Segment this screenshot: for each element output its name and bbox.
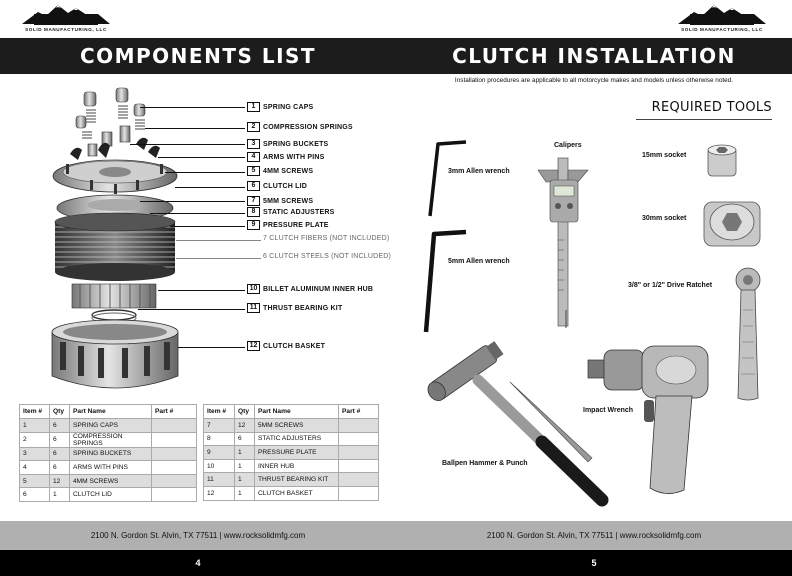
leader-line: [176, 240, 261, 241]
rock-logo: [676, 2, 768, 36]
table-cell: 12: [50, 474, 70, 488]
table-row: [204, 419, 379, 433]
address-bar: [396, 521, 792, 550]
table-row: [20, 419, 197, 433]
table-header: Qty: [50, 405, 70, 419]
table-cell: 1: [50, 488, 70, 502]
table-row: [204, 432, 379, 446]
label-text: CLUTCH LID: [263, 182, 307, 190]
page-title: CLUTCH INSTALLATION: [452, 44, 736, 68]
leader-line: [145, 128, 245, 129]
table-cell: [339, 446, 379, 460]
table-cell: [339, 459, 379, 473]
leader-line: [178, 347, 245, 348]
table-row: [204, 446, 379, 460]
address-bar: [0, 521, 396, 550]
table-header-row: [20, 405, 197, 419]
label-text: THRUST BEARING KIT: [263, 304, 343, 312]
label-spring-caps: [247, 102, 313, 112]
label-text: 6 CLUTCH STEELS (NOT INCLUDED): [263, 253, 392, 260]
leader-line: [158, 290, 245, 291]
page-number-bar: [396, 550, 792, 576]
leader-line: [150, 213, 245, 214]
table-cell: 6: [50, 447, 70, 461]
table-cell: 1: [235, 473, 255, 487]
table-row: [204, 473, 379, 487]
leader-line: [175, 187, 245, 188]
leader-line: [140, 201, 245, 202]
table-cell: 1: [235, 486, 255, 500]
label-5mm-screws: [247, 196, 313, 206]
mountain-logo-icon: [676, 2, 768, 26]
table-header: Item #: [20, 405, 50, 419]
table-cell: 10: [204, 459, 235, 473]
leader-line: [158, 157, 245, 158]
table-cell: PRESSURE PLATE: [255, 446, 339, 460]
table-cell: THRUST BEARING KIT: [255, 473, 339, 487]
tool-label-socket30: 30mm socket: [642, 215, 687, 222]
table-cell: [339, 486, 379, 500]
table-cell: 6: [20, 488, 50, 502]
table-cell: [339, 473, 379, 487]
table-header-row: [204, 405, 379, 419]
leader-line: [138, 309, 245, 310]
right-page: [396, 0, 792, 576]
title-bar: [396, 38, 792, 74]
table-row: [204, 459, 379, 473]
address-text: 2100 N. Gordon St. Alvin, TX 77511 | www.rocksolidmfg.com: [90, 531, 306, 540]
page-number: 5: [591, 558, 597, 568]
table-header: Part Name: [70, 405, 152, 419]
table-cell: [339, 419, 379, 433]
label-text: SPRING BUCKETS: [263, 140, 329, 148]
label-number: 6: [247, 181, 260, 191]
table-cell: [152, 432, 197, 447]
table-cell: 5MM SCREWS: [255, 419, 339, 433]
table-row: [20, 447, 197, 461]
label-spring-buckets: [247, 139, 328, 149]
page-title: COMPONENTS LIST: [79, 44, 317, 68]
page-number-bar: [0, 550, 396, 576]
label-clutch-fibers: [263, 235, 389, 242]
tool-label-hammer: Ballpen Hammer & Punch: [442, 460, 528, 467]
label-number: 9: [247, 220, 260, 230]
table-cell: 1: [235, 459, 255, 473]
leader-line: [140, 107, 245, 108]
label-number: 11: [247, 303, 260, 313]
socket-30mm-icon: [698, 192, 766, 254]
label-number: 2: [247, 122, 260, 132]
table-cell: [152, 461, 197, 475]
label-arms-with-pins: [247, 152, 325, 162]
label-number: 10: [247, 284, 260, 294]
tool-label-allen5: 5mm Allen wrench: [448, 258, 510, 265]
label-inner-hub: [247, 284, 373, 294]
label-text: STATIC ADJUSTERS: [263, 208, 335, 216]
label-number: 12: [247, 341, 260, 351]
table-cell: 4: [20, 461, 50, 475]
table-cell: [339, 432, 379, 446]
table-cell: [152, 447, 197, 461]
table-cell: [152, 419, 197, 433]
label-text: ARMS WITH PINS: [263, 153, 325, 161]
label-pressure-plate: [247, 220, 329, 230]
label-number: 3: [247, 139, 260, 149]
label-clutch-steels: [263, 253, 391, 260]
table-row: [204, 486, 379, 500]
leader-line: [176, 258, 261, 259]
table-cell: 9: [204, 446, 235, 460]
table-header: Part Name: [255, 405, 339, 419]
label-4mm-screws: [247, 166, 313, 176]
leader-line: [165, 172, 245, 173]
table-header: Part #: [339, 405, 379, 419]
table-row: [20, 461, 197, 475]
label-text: 5MM SCREWS: [263, 197, 314, 205]
logo-subtitle: SOLID MANUFACTURING, LLC: [681, 27, 763, 32]
allen-wrench-5mm-icon: [422, 228, 472, 336]
required-tools-heading: REQUIRED TOOLS: [651, 100, 772, 115]
label-number: 1: [247, 102, 260, 112]
label-number: 8: [247, 207, 260, 217]
table-cell: 12: [204, 486, 235, 500]
table-cell: SPRING BUCKETS: [70, 447, 152, 461]
table-row: [20, 432, 197, 447]
parts-table-right: [203, 404, 379, 501]
label-text: 7 CLUTCH FIBERS (NOT INCLUDED): [263, 235, 390, 242]
label-clutch-basket: [247, 341, 325, 351]
table-cell: SPRING CAPS: [70, 419, 152, 433]
table-cell: 7: [204, 419, 235, 433]
table-cell: 8: [204, 432, 235, 446]
heading-divider: [636, 119, 772, 120]
label-thrust-bearing: [247, 303, 342, 313]
table-cell: 4MM SCREWS: [70, 474, 152, 488]
tool-label-impact: Impact Wrench: [583, 407, 634, 414]
tool-label-socket15: 15mm socket: [642, 152, 687, 159]
page-number: 4: [195, 558, 201, 568]
table-cell: 11: [204, 473, 235, 487]
label-number: 4: [247, 152, 260, 162]
drive-ratchet-icon: [728, 266, 768, 402]
table-cell: ARMS WITH PINS: [70, 461, 152, 475]
label-number: 5: [247, 166, 260, 176]
table-cell: 6: [50, 432, 70, 447]
table-cell: COMPRESSION SPRINGS: [70, 432, 152, 447]
tool-label-ratchet: 3/8" or 1/2" Drive Ratchet: [628, 282, 713, 289]
label-number: 7: [247, 196, 260, 206]
table-cell: 5: [20, 474, 50, 488]
tool-label-allen3: 3mm Allen wrench: [448, 168, 510, 175]
calipers-icon: [536, 150, 591, 328]
table-cell: 6: [50, 461, 70, 475]
label-text: SPRING CAPS: [263, 103, 314, 111]
socket-15mm-icon: [702, 142, 742, 180]
tool-label-calipers: Calipers: [554, 142, 582, 149]
leader-line: [130, 144, 245, 145]
table-cell: 1: [235, 446, 255, 460]
logo-subtitle: SOLID MANUFACTURING, LLC: [25, 27, 107, 32]
table-cell: INNER HUB: [255, 459, 339, 473]
table-cell: 3: [20, 447, 50, 461]
label-text: PRESSURE PLATE: [263, 221, 329, 229]
component-labels: [0, 0, 396, 400]
allen-wrench-3mm-icon: [426, 140, 476, 220]
label-text: COMPRESSION SPRINGS: [263, 123, 353, 131]
table-cell: 1: [20, 419, 50, 433]
applicability-note: Installation procedures are applicable to all motorcycle makes and models unless otherwise noted.: [454, 77, 734, 84]
table-header: Item #: [204, 405, 235, 419]
table-header: Part #: [152, 405, 197, 419]
table-cell: CLUTCH BASKET: [255, 486, 339, 500]
table-cell: 6: [235, 432, 255, 446]
label-text: BILLET ALUMINUM INNER HUB: [263, 285, 374, 293]
table-cell: 2: [20, 432, 50, 447]
address-text: 2100 N. Gordon St. Alvin, TX 77511 | www.rocksolidmfg.com: [486, 531, 702, 540]
label-compression-springs: [247, 122, 353, 132]
table-cell: [152, 474, 197, 488]
label-text: CLUTCH BASKET: [263, 342, 326, 350]
table-cell: [152, 488, 197, 502]
table-cell: CLUTCH LID: [70, 488, 152, 502]
leader-line: [170, 226, 245, 227]
ballpeen-hammer-punch-icon: [422, 340, 616, 520]
label-static-adjusters: [247, 207, 335, 217]
label-clutch-lid: [247, 181, 307, 191]
parts-table-left: [19, 404, 197, 502]
table-header: Qty: [235, 405, 255, 419]
label-text: 4MM SCREWS: [263, 167, 314, 175]
table-cell: 12: [235, 419, 255, 433]
table-row: [20, 474, 197, 488]
table-row: [20, 488, 197, 502]
table-cell: 6: [50, 419, 70, 433]
table-cell: STATIC ADJUSTERS: [255, 432, 339, 446]
